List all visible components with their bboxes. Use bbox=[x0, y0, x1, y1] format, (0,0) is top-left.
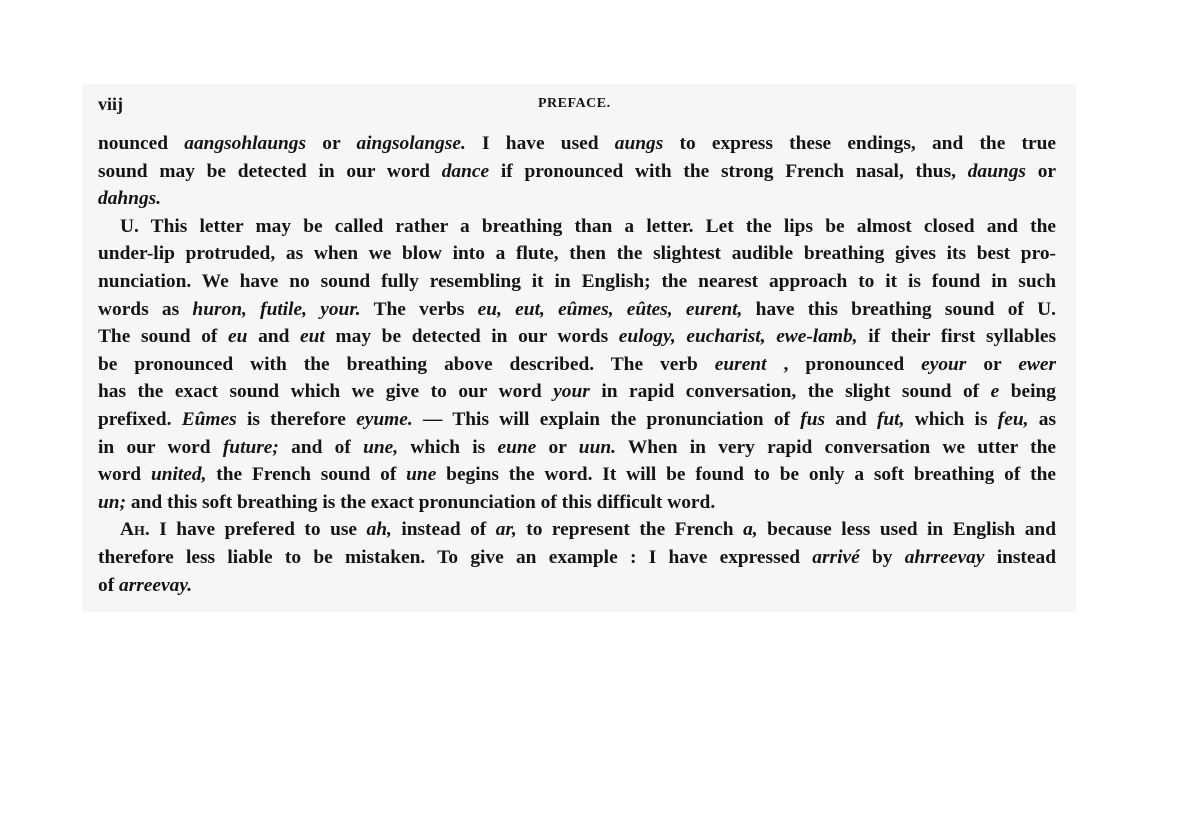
text-line bbox=[98, 572, 1056, 600]
paragraph bbox=[98, 516, 1056, 599]
text-run: or bbox=[966, 353, 1019, 375]
italic-run: aungs bbox=[614, 133, 664, 154]
text-run: and bbox=[825, 408, 877, 430]
text-line bbox=[98, 213, 1056, 241]
italic-run: eu bbox=[228, 326, 248, 348]
text-run: to express these endings, and the true bbox=[663, 133, 1056, 154]
text-run: Ah. bbox=[120, 519, 150, 541]
text-run: words as bbox=[98, 298, 193, 320]
italic-run: une bbox=[406, 464, 437, 486]
text-run: I have used bbox=[465, 133, 615, 154]
text-run: and this soft breathing is the exact pronunciation of this difficult word. bbox=[126, 491, 716, 513]
text-run: U. This letter may be called rather a breathing than a letter. Let the lips be almost closed and the bbox=[120, 215, 1056, 237]
text-run: therefore less liable to be mistaken. To give an example : I have expressed bbox=[98, 546, 813, 568]
text-run: instead bbox=[984, 546, 1056, 568]
text-line bbox=[98, 130, 1056, 158]
text-line bbox=[98, 323, 1056, 351]
text-run: have this breathing sound of U. bbox=[742, 298, 1056, 320]
text-run: and of bbox=[278, 436, 364, 458]
italic-run: fut, bbox=[876, 408, 905, 430]
italic-run: eune bbox=[497, 436, 537, 458]
text-line bbox=[98, 240, 1056, 268]
text-run: being bbox=[999, 381, 1056, 403]
text-run: word bbox=[98, 464, 151, 486]
body-text bbox=[98, 130, 1056, 599]
italic-run: arreevay. bbox=[119, 574, 193, 596]
text-run: The sound of bbox=[98, 326, 229, 348]
text-line bbox=[98, 461, 1056, 489]
text-run: instead of bbox=[391, 519, 496, 541]
italic-run: eyume. bbox=[356, 408, 413, 430]
text-run: When in very rapid conversation we utter the bbox=[615, 436, 1057, 458]
text-run: in rapid conversation, the slight sound of bbox=[589, 381, 991, 403]
text-run: which is bbox=[904, 408, 998, 430]
italic-run: ah, bbox=[366, 519, 392, 541]
text-run: has the exact sound which we give to our word bbox=[98, 381, 554, 403]
page-number: viij bbox=[98, 94, 123, 114]
italic-run: arrivé bbox=[812, 546, 860, 568]
text-run: or bbox=[306, 133, 357, 154]
text-run: nunciation. We have no sound fully resembling it in English; the nearest approach to it is found in such bbox=[98, 270, 1056, 292]
italic-run: huron, futile, your. bbox=[192, 298, 361, 320]
text-run: The verbs bbox=[360, 298, 478, 320]
italic-run: e bbox=[990, 381, 1000, 403]
text-run: or bbox=[536, 436, 579, 458]
text-line bbox=[98, 406, 1056, 434]
italic-run: eut bbox=[300, 326, 325, 348]
text-line bbox=[98, 434, 1056, 462]
italic-run: eyour bbox=[921, 353, 967, 375]
text-run: by bbox=[859, 546, 905, 568]
italic-run: une, bbox=[363, 436, 399, 458]
text-run: if their first syllables bbox=[857, 326, 1056, 348]
text-run: — This will explain the pronunciation of bbox=[412, 408, 801, 430]
italic-run: future; bbox=[222, 436, 279, 458]
italic-run: un; bbox=[98, 491, 127, 513]
text-run: and bbox=[247, 326, 301, 348]
italic-run: aingsolangse. bbox=[356, 133, 466, 154]
text-run: the French sound of bbox=[206, 464, 407, 486]
text-run: or bbox=[1025, 160, 1056, 182]
italic-run: eurent bbox=[714, 353, 767, 375]
italic-run: aangsohlaungs bbox=[184, 133, 307, 154]
text-run: under-lip protruded, as when we blow into a flute, then the slightest audible breathing gives its best pro- bbox=[98, 243, 1056, 265]
paragraph bbox=[98, 213, 1056, 517]
text-line bbox=[98, 268, 1056, 296]
italic-run: uun. bbox=[578, 436, 616, 458]
text-run: nounced bbox=[98, 133, 185, 154]
text-run: if pronounced with the strong French nasal, thus, bbox=[489, 160, 968, 182]
text-run: begins the word. It will be found to be only a soft breathing of the bbox=[436, 464, 1056, 486]
text-line bbox=[98, 296, 1056, 324]
text-line bbox=[98, 351, 1056, 379]
text-run: to represent the French bbox=[516, 519, 744, 541]
text-run: in our word bbox=[98, 436, 223, 458]
text-line bbox=[98, 378, 1056, 406]
italic-run: eulogy, eucharist, ewe-lamb, bbox=[618, 326, 858, 348]
text-line bbox=[98, 185, 1056, 213]
text-run: because less used in English and bbox=[757, 519, 1056, 541]
italic-run: dahngs. bbox=[98, 188, 162, 210]
running-head: PREFACE. bbox=[538, 96, 611, 111]
text-line bbox=[98, 516, 1056, 544]
italic-run: Eûmes bbox=[181, 408, 237, 430]
text-line bbox=[98, 158, 1056, 186]
text-line bbox=[98, 544, 1056, 572]
paragraph bbox=[98, 130, 1056, 213]
text-run: sound may be detected in our word bbox=[98, 160, 442, 182]
italic-run: fus bbox=[800, 408, 826, 430]
text-line bbox=[98, 489, 1056, 517]
italic-run: united, bbox=[150, 464, 207, 486]
text-run: of bbox=[98, 574, 120, 596]
italic-run: eu, eut, eûmes, eûtes, eurent, bbox=[477, 298, 743, 320]
italic-run: your bbox=[553, 381, 590, 403]
text-run: I have prefered to use bbox=[149, 519, 367, 541]
italic-run: ahrreevay bbox=[904, 546, 985, 568]
italic-run: dance bbox=[441, 160, 490, 182]
italic-run: ewer bbox=[1018, 353, 1057, 375]
text-run: , pronounced bbox=[766, 353, 922, 375]
text-run: is therefore bbox=[236, 408, 357, 430]
text-run: may be detected in our words bbox=[324, 326, 619, 348]
italic-run: a, bbox=[743, 519, 758, 541]
italic-run: daungs bbox=[967, 160, 1026, 182]
text-run: prefixed. bbox=[98, 408, 182, 430]
text-run: be pronounced with the breathing above described. The verb bbox=[98, 353, 715, 375]
text-run: as bbox=[1028, 408, 1057, 430]
italic-run: ar, bbox=[495, 519, 517, 541]
text-run: which is bbox=[398, 436, 498, 458]
italic-run: feu, bbox=[997, 408, 1029, 430]
